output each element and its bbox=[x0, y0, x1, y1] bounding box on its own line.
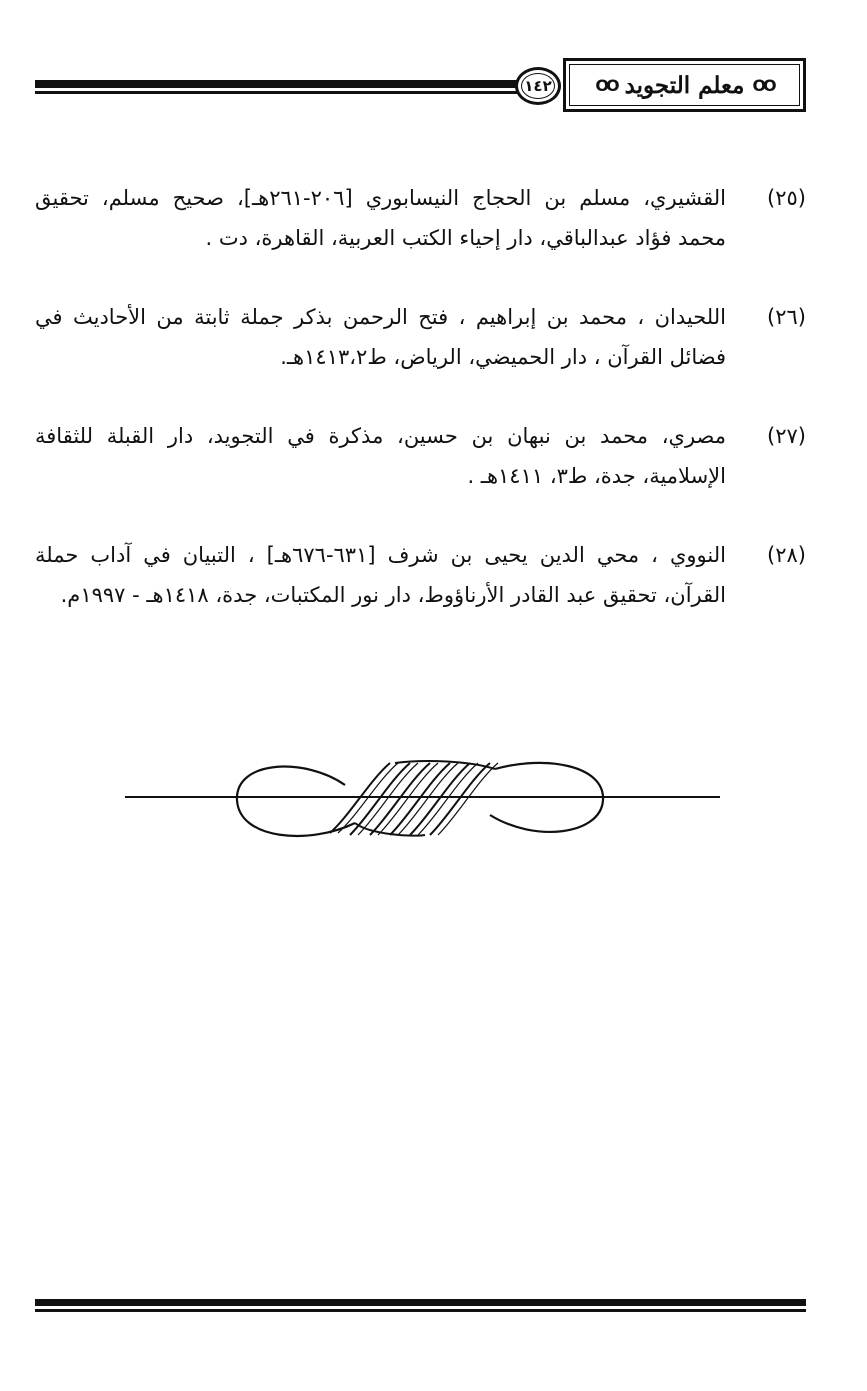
ornament-right: OO bbox=[752, 75, 774, 95]
footer-rule-thick bbox=[35, 1299, 806, 1306]
reference-item bbox=[35, 416, 806, 496]
reference-text: اللحيدان ، محمد بن إبراهيم ، فتح الرحمن بذكر جملة ثابتة من الأحاديث في فضائل القرآن ، دار الحميضي، الرياض، ط١٤١٣،٢هـ. bbox=[35, 305, 726, 369]
header-rule bbox=[35, 80, 535, 96]
decorative-flourish bbox=[125, 755, 720, 845]
page-number: ١٤٢ bbox=[515, 67, 561, 105]
reference-item bbox=[35, 297, 806, 377]
header-rule-thick bbox=[35, 80, 535, 88]
reference-number: (٢٦) bbox=[767, 305, 806, 329]
footer-rule bbox=[35, 1299, 806, 1315]
running-title-box bbox=[563, 58, 806, 112]
references-list bbox=[35, 178, 806, 654]
reference-number: (٢٧) bbox=[767, 424, 806, 448]
ornament-left: OO bbox=[595, 75, 617, 95]
page-header bbox=[0, 55, 867, 117]
reference-text: القشيري، مسلم بن الحجاج النيسابوري [٢٠٦-٢٦١هـ]، صحيح مسلم، تحقيق محمد فؤاد عبدالباقي، دار إحياء الكتب العربية، القاهرة، دت . bbox=[35, 186, 726, 250]
reference-item bbox=[35, 178, 806, 258]
running-title: معلم التجويد bbox=[624, 71, 745, 99]
reference-text: مصري، محمد بن نبهان بن حسين، مذكرة في التجويد، دار القبلة للثقافة الإسلامية، جدة، ط٣، ١٤١١هـ . bbox=[35, 424, 726, 488]
reference-item bbox=[35, 535, 806, 615]
reference-number: (٢٥) bbox=[767, 186, 806, 210]
footer-rule-thin bbox=[35, 1309, 806, 1312]
header-rule-thin bbox=[35, 91, 535, 94]
reference-text: النووي ، محي الدين يحيى بن شرف [٦٣١-٦٧٦هـ] ، التبيان في آداب حملة القرآن، تحقيق عبد القادر الأرناؤوط، دار نور المكتبات، جدة، ١٤١٨هـ - ١٩٩٧م. bbox=[35, 543, 726, 607]
reference-number: (٢٨) bbox=[767, 543, 806, 567]
